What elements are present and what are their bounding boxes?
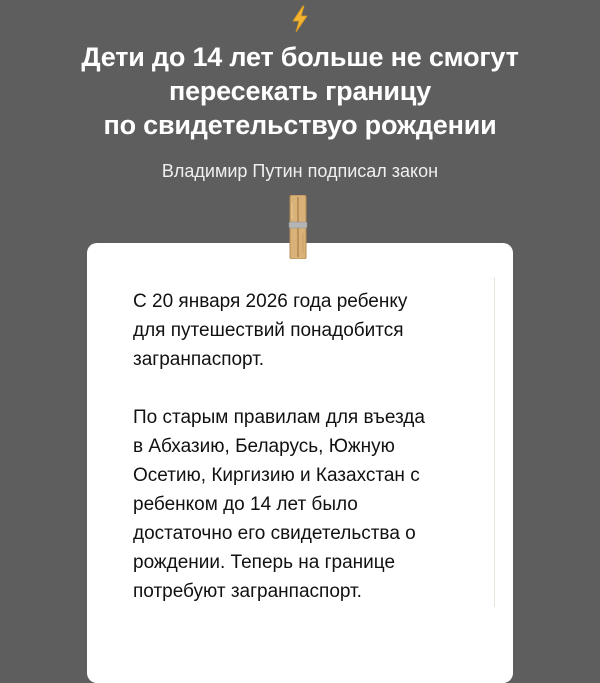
headline-line: пересекать границу — [168, 76, 432, 106]
card-paragraph — [133, 287, 483, 374]
clothespin-icon — [288, 195, 308, 259]
headline-line: Дети до 14 лет больше не смогут — [81, 42, 519, 72]
headline — [0, 40, 600, 142]
info-card — [87, 243, 513, 683]
card-line: в Абхазию, Беларусь, Южную — [133, 436, 395, 457]
card-line: для путешествий понадобится — [133, 320, 404, 341]
card-line: потребуют загранпаспорт. — [133, 581, 362, 602]
headline-line: по свидетельствуо рождении — [103, 110, 497, 140]
card-line: рождении. Теперь на границе — [133, 552, 396, 573]
card-text — [133, 287, 483, 606]
subheadline: Владимир Путин подписал закон — [161, 161, 439, 181]
card-line: По старым правилам для въезда — [133, 407, 425, 428]
card-paragraph — [133, 403, 483, 606]
card-line: Осетию, Киргизию и Казахстан с — [133, 465, 420, 486]
card-line: достаточно его свидетельства о — [133, 523, 416, 544]
card-line: С 20 января 2026 года ребенку — [133, 291, 408, 312]
card-line: ребенком до 14 лет было — [133, 494, 358, 515]
card-line: загранпаспорт. — [133, 349, 265, 370]
card-divider — [494, 277, 495, 607]
lightning-bolt-icon — [285, 4, 315, 34]
